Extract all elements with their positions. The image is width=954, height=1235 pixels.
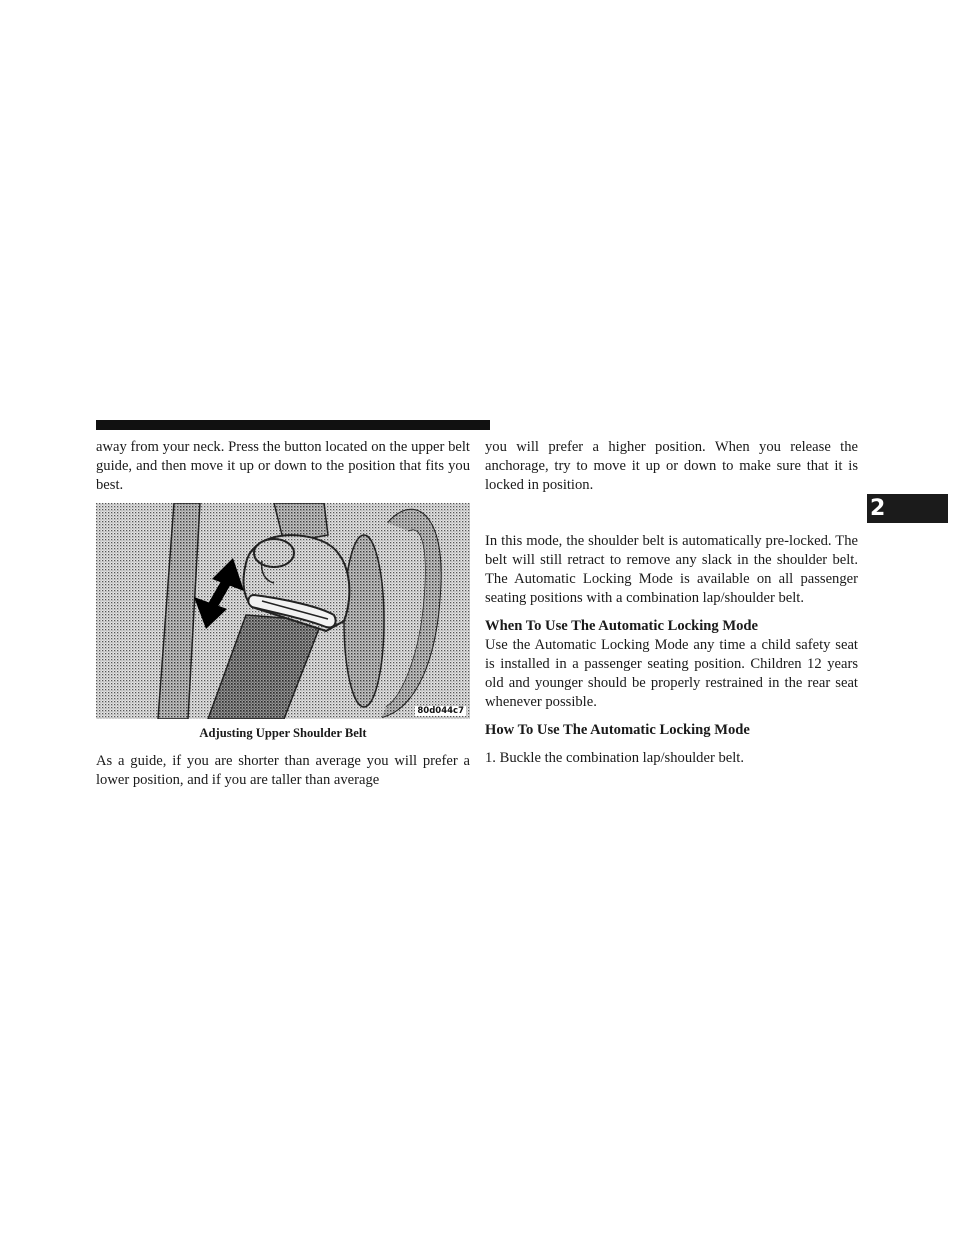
mode-paragraph: In this mode, the shoulder belt is automatically pre-locked. The belt will still retract to remove any slack in the shoulder belt. The Automatic Locking Mode is available on all passenger seating positions with a combination lap/shoulder belt. [485,533,858,606]
shoulder-belt-figure [96,503,470,719]
shoulder-belt-illustration [96,503,470,719]
figure-code: 80d044c7 [417,706,464,716]
spacer [485,740,858,749]
spacer [485,495,858,532]
how-heading: How To Use The Automatic Locking Mode [485,722,750,738]
continued-paragraph: you will prefer a higher position. When you release the anchorage, try to move it up or down to make sure that it is locked in position. [485,439,858,493]
spacer [485,712,858,721]
guide-paragraph: As a guide, if you are shorter than average you will prefer a lower position, and if you are taller than average [96,753,470,788]
right-column [485,438,858,768]
left-column [96,438,470,790]
section-rule [96,420,490,430]
intro-paragraph: away from your neck. Press the button located on the upper belt guide, and then move it up or down to the position that fits you best. [96,439,470,493]
when-paragraph: Use the Automatic Locking Mode any time a child safety seat is installed in a passenger seating position. Children 12 years old and younger should be properly restrained in the rear seat whenever possible. [485,637,858,710]
section-tab: 2 [867,494,948,523]
list-item: 1. Buckle the combination lap/shoulder belt. [485,750,744,766]
figure-caption: Adjusting Upper Shoulder Belt [199,726,367,740]
spacer [485,608,858,617]
when-heading: When To Use The Automatic Locking Mode [485,618,758,634]
